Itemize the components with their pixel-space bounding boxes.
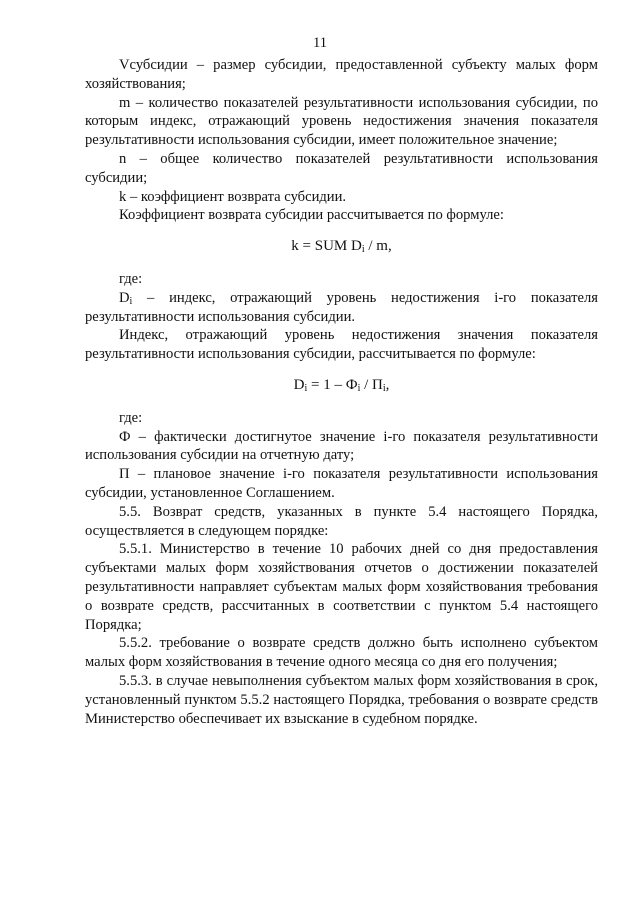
paragraph-index-intro: Индекс, отражающий уровень недостижения значения показателя результативности использования субсидии, рассчитывается по формуле:	[85, 327, 598, 363]
paragraph-5-5-1: 5.5.1. Министерство в течение 10 рабочих дней со дня предоставления субъектами малых форм хозяйствования отчетов о достижении показателей результативности направляет субъектам малых форм хозяйствования требования о возврате средств, рассчитанных в соответствии с пунктом 5.4 настоящего Порядка;	[85, 541, 598, 633]
d-symbol: D	[119, 289, 130, 306]
formula-k-sub: i	[361, 244, 365, 256]
formula-k-rhs: / m,	[364, 238, 392, 255]
paragraph-d-definition	[85, 289, 598, 327]
formula-k-lhs: k = SUM D	[291, 238, 362, 255]
paragraph-m-definition: m – количество показателей результативности использования субсидии, по которым индекс, отражающий уровень недостижения значения показателя результативности использования субсидии, имеет положительное значение;	[85, 94, 598, 149]
d-definition-text: – индекс, отражающий уровень недостижения i-го показателя результативности использования субсидии.	[85, 289, 598, 325]
formula-d-end: ,	[385, 376, 390, 393]
paragraph-k-definition: k – коэффициент возврата субсидии.	[119, 188, 347, 205]
paragraph-5-5-3: 5.5.3. в случае невыполнения субъектом малых форм хозяйствования в срок, установленный пунктом 5.5.2 настоящего Порядка, требования о возврате средств Министерство обеспечивает их взыскание в судебном порядке.	[85, 672, 598, 727]
formula-d-mid: = 1 – Ф	[307, 376, 358, 393]
formula-d	[85, 376, 598, 395]
document-body	[85, 56, 598, 728]
formula-d-mid2: / П	[360, 376, 383, 393]
paragraph-p-definition: П – плановое значение i-го показателя результативности использования субсидии, установленное Соглашением.	[85, 466, 598, 501]
formula-d-sub2: i	[357, 382, 361, 394]
paragraph-v-subsidy: Vсубсидии – размер субсидии, предоставленной субъекту малых форм хозяйствования;	[85, 57, 598, 92]
where-label-2: где:	[119, 409, 143, 426]
formula-d-lhs: D	[293, 376, 305, 393]
paragraph-n-definition: n – общее количество показателей результативности использования субсидии;	[85, 150, 598, 186]
paragraph-5-5: 5.5. Возврат средств, указанных в пункте 5.4 настоящего Порядка, осуществляется в следующем порядке:	[85, 503, 598, 539]
page-number: 11	[312, 35, 328, 51]
formula-k	[85, 237, 598, 256]
paragraph-f-definition: Ф – фактически достигнутое значение i-го показателя результативности использования субсидии на отчетную дату;	[85, 428, 598, 464]
paragraph-coefficient-intro: Коэффициент возврата субсидии рассчитывается по формуле:	[119, 207, 504, 224]
d-symbol-sub: i	[129, 295, 133, 307]
paragraph-5-5-2: 5.5.2. требование о возврате средств должно быть исполнено субъектом малых форм хозяйствования в течение одного месяца со дня его получения;	[85, 635, 598, 671]
where-label-1: где:	[119, 270, 143, 287]
formula-d-sub1: i	[304, 382, 308, 394]
formula-d-sub3: i	[382, 382, 386, 394]
